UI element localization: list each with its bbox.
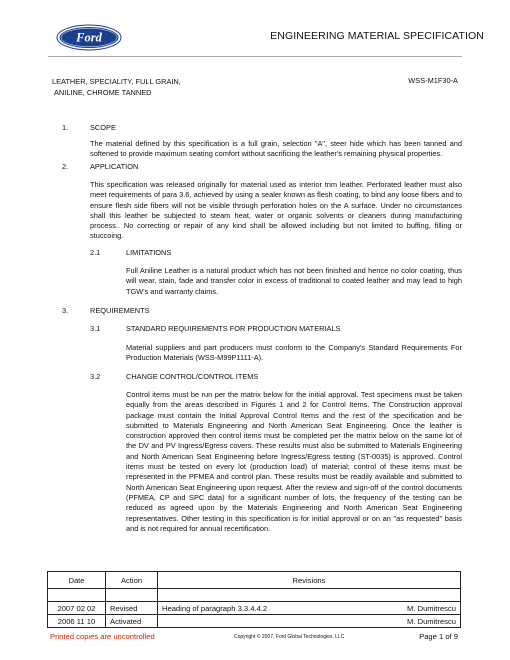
scope-paragraph: The material defined by this specification is a full grain, selection "A", steer hide which has been tanned and softened to provide maximum seating comfort without sacrificing the leather's remaining physical properties.	[90, 139, 462, 159]
change-control-paragraph: Control items must be run per the matrix below for the initial approval. Test specimens must be taken equally from the areas described in Figures 1 and 2 for Control Items. The Construction approval package must contain the Initial Approval Control Items and the rest of the specification and be submitted to Materials Engineering and North American Seat Engineering. Once the leather is construction approved then control items must be completed per the matrix below on the same lot of the DV and PV Ingress/Egress covers. These results must also be submitted to Materials Engineering and North American Seat Engineering before Ingress/Egress testing (ST-0035) is approved. Control items must be tested on every lot (production load) of material; control of these items must be represented in the PFMEA and control plan. These results must be readily available and submitted to North American Seat Engineering upon request. After the review and sign-off of the control documents (PFMEA, CP and SPC data) for a significant number of lots, the frequency of the testing can be reduced as agreed upon by the Materials Engineering and North American Seat Engineering representatives. Other testing in this specification is for initial approval or on an "as requested" basis and is not required for annual recertification.	[126, 390, 462, 533]
revision-table-header	[48, 572, 461, 589]
subsection-number: 3.1	[90, 324, 101, 333]
document-type: ENGINEERING MATERIAL SPECIFICATION	[270, 30, 484, 42]
header-divider	[48, 56, 462, 57]
header-action: Action	[106, 572, 158, 589]
limitations-paragraph: Full Aniline Leather is a natural product which has not been finished and hence no color coating, thus will wear, stain, fade and transfer color in excess of traditional to coated leather and may lead to high TGW's and warranty claims.	[126, 266, 462, 296]
subsection-title: STANDARD REQUIREMENTS FOR PRODUCTION MATERIALS	[126, 324, 341, 333]
spec-number: WSS-M1F30-A	[408, 76, 458, 85]
uncontrolled-copy-notice: Printed copies are uncontrolled	[50, 632, 155, 641]
section-title: APPLICATION	[90, 162, 139, 171]
row-action: Activated	[106, 615, 158, 628]
material-title-line1: LEATHER, SPECIALITY, FULL GRAIN,	[52, 77, 181, 86]
row-author: M. Dumitrescu	[407, 603, 456, 613]
subsection-number: 3.2	[90, 372, 101, 381]
row-author: M. Dumitrescu	[407, 616, 456, 626]
section-number: 1.	[62, 123, 69, 132]
application-paragraph: This specification was released originally for material used as interior trim leather. Perforated leather must also meet requirements of para 3.6, achieved by using a sealer known as flesh coating, to bind any loose fibers and to ensure flesh side fibers will not be visible through perforation holes on the A surface. Under no circumstances shall this leather be subjected to steam heat, water or organic solvents or cleaners during manufacturing process.. No correcting or repair of any kind shall be allowed including but not limited to buffing, filling or stuccoing.	[90, 180, 462, 241]
revision-table	[47, 571, 461, 628]
copyright-notice: Copyright © 2007, Ford Global Technologies, LLC	[234, 634, 345, 640]
page-number: Page 1 of 9	[419, 632, 458, 641]
material-title	[52, 76, 181, 98]
table-row	[48, 615, 461, 628]
table-row-blank	[48, 589, 461, 602]
header-date: Date	[48, 572, 106, 589]
section-number: 3.	[62, 306, 69, 315]
standard-requirements-paragraph: Material suppliers and part producers must conform to the Company's Standard Requirements For Production Materials (WSS-M99P1111-A).	[126, 343, 462, 363]
table-row	[48, 602, 461, 615]
row-date: 2007 02 02	[48, 602, 106, 615]
subsection-title: LIMITATIONS	[126, 248, 172, 257]
row-action: Revised	[106, 602, 158, 615]
logo-text: Ford	[76, 30, 102, 45]
material-title-line2: ANILINE, CHROME TANNED	[54, 88, 152, 97]
section-number: 2.	[62, 162, 69, 171]
section-title: SCOPE	[90, 123, 116, 132]
subsection-title: CHANGE CONTROL/CONTROL ITEMS	[126, 372, 259, 381]
ford-oval-icon	[56, 24, 122, 51]
subsection-number: 2.1	[90, 248, 101, 257]
row-description: Heading of paragraph 3.3.4.4.2	[162, 603, 268, 613]
header-revisions: Revisions	[158, 572, 461, 589]
section-title: REQUIREMENTS	[90, 306, 150, 315]
row-date: 2006 11 10	[48, 615, 106, 628]
ford-logo	[56, 24, 122, 51]
